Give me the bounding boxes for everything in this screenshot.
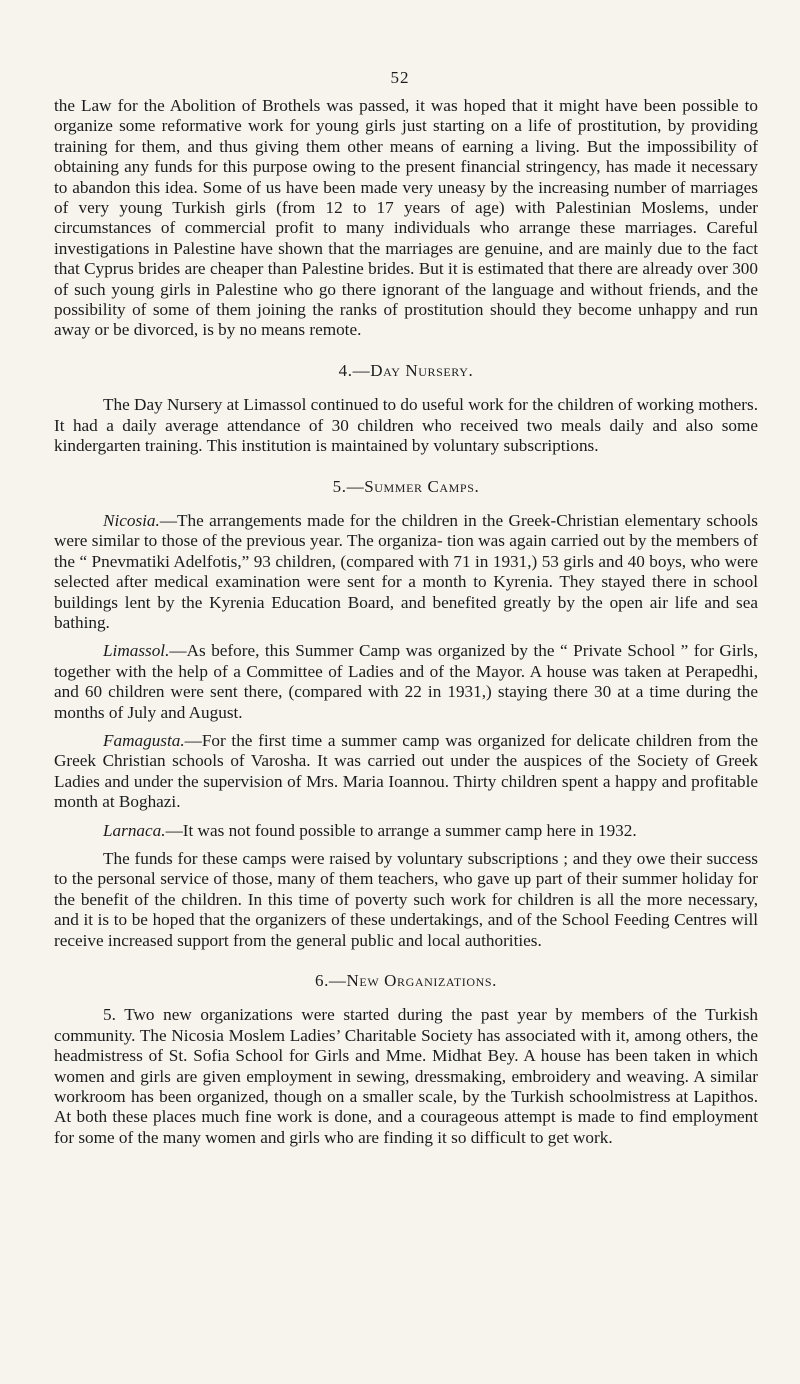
nicosia-label: Nicosia. xyxy=(103,510,160,530)
page-number: 52 xyxy=(390,68,410,87)
famagusta-text: —For the first time a summer camp was organized for delicate children from the Greek Christian schools of Varosha. It was carried out under the auspices of the Society of Greek Ladies and under the supervision of Mrs. Maria Ioannou. Thirty children spent a happy and profitable month at Boghazi. xyxy=(54,730,758,812)
limassol-text: —As before, this Summer Camp was organized by the “ Private School ” for Girls, together with the help of a Committee of Ladies and of the Mayor. A house was taken at Perapedhi, and 60 children were sent there, (compared with 22 in 1931,) staying there 30 at a time during the months of July and August. xyxy=(54,641,758,722)
section-heading-new-organizations: 6.—New Organizations. xyxy=(314,971,498,991)
camp-funds-paragraph: The funds for these camps were raised by voluntary subscriptions ; and they owe their success to the personal service of those, many of them teachers, who gave up part of their summer holiday for the benefit of the children. In this time of poverty such work for children is all the more necessary, and it is to be hoped that the organizers of these undertakings, and of the School Feeding Centres will receive increased support from the general public and local authorities. xyxy=(54,849,758,950)
nicosia-text: —The arrangements made for the children in the Greek-Christian elementary schools were similar to those of the previous year. The organiza- tion was again carried out by the members of the “ Pnevmatiki Adelfotis,” 93 children, (compared with 71 in 1931,) 53 girls and 40 boys, who were selected after medical examination were sent for a month to Kyrenia. They stayed there in school buildings lent by the Kyrenia Education Board, and benefited greatly by the open air life and sea bathing. xyxy=(54,510,758,632)
limassol-label: Limassol. xyxy=(103,641,170,661)
document-body xyxy=(54,96,758,1148)
new-organizations-paragraph: 5. Two new organizations were started during the past year by members of the Turkish community. The Nicosia Moslem Ladies’ Charitable Society has associated with it, among others, the headmistress of St. Sofia School for Girls and Mme. Midhat Bey. A house has been taken in which women and girls are given employment in sewing, dressmaking, embroidery and weaving. A similar workroom has been organized, though on a smaller scale, by the Turkish schoolmistress at Lapithos. At both these places much fine work is done, and a courageous attempt is made to find employment for some of the many women and girls who are finding it so difficult to get work. xyxy=(54,1005,758,1147)
section-heading-summer-camps: 5.—Summer Camps. xyxy=(332,476,480,496)
day-nursery-paragraph: The Day Nursery at Limassol continued to do useful work for the children of working mothers. It had a daily average attendance of 30 children who received two meals daily and also some kindergarten training. This institution is maintained by voluntary subscriptions. xyxy=(54,395,758,456)
intro-paragraph: the Law for the Abolition of Brothels was passed, it was hoped that it might have been possible to organize some reformative work for young girls just starting on a life of prostitution, by providing training for them, and thus giving them other means of earning a living. But the impossibility of obtaining any funds for this purpose owing to the present financial stringency, has made it necessary to abandon this idea. Some of us have been made very uneasy by the increasing number of marriages of very young Turkish girls (from 12 to 17 years of age) with Palestinian Moslems, under circumstances of commercial profit to many individuals who arrange these marriages. Careful investigations in Palestine have shown that the marriages are genuine, and are mainly due to the fact that Cyprus brides are cheaper than Palestine brides. But it is estimated that there are already over 300 of such young girls in Palestine who go there ignorant of the language and without friends, and the possibility of some of them joining the ranks of prostitution should they become unhappy and run away or be divorced, is by no means remote. xyxy=(54,96,758,340)
limassol-paragraph xyxy=(54,641,758,723)
larnaca-label: Larnaca. xyxy=(103,820,166,840)
famagusta-label: Famagusta. xyxy=(103,730,185,750)
section-heading-day-nursery: 4.—Day Nursery. xyxy=(338,360,474,380)
famagusta-paragraph xyxy=(54,731,758,813)
nicosia-paragraph xyxy=(54,511,758,633)
larnaca-paragraph xyxy=(54,821,758,841)
larnaca-text: —It was not found possible to arrange a summer camp here in 1932. xyxy=(165,820,637,840)
